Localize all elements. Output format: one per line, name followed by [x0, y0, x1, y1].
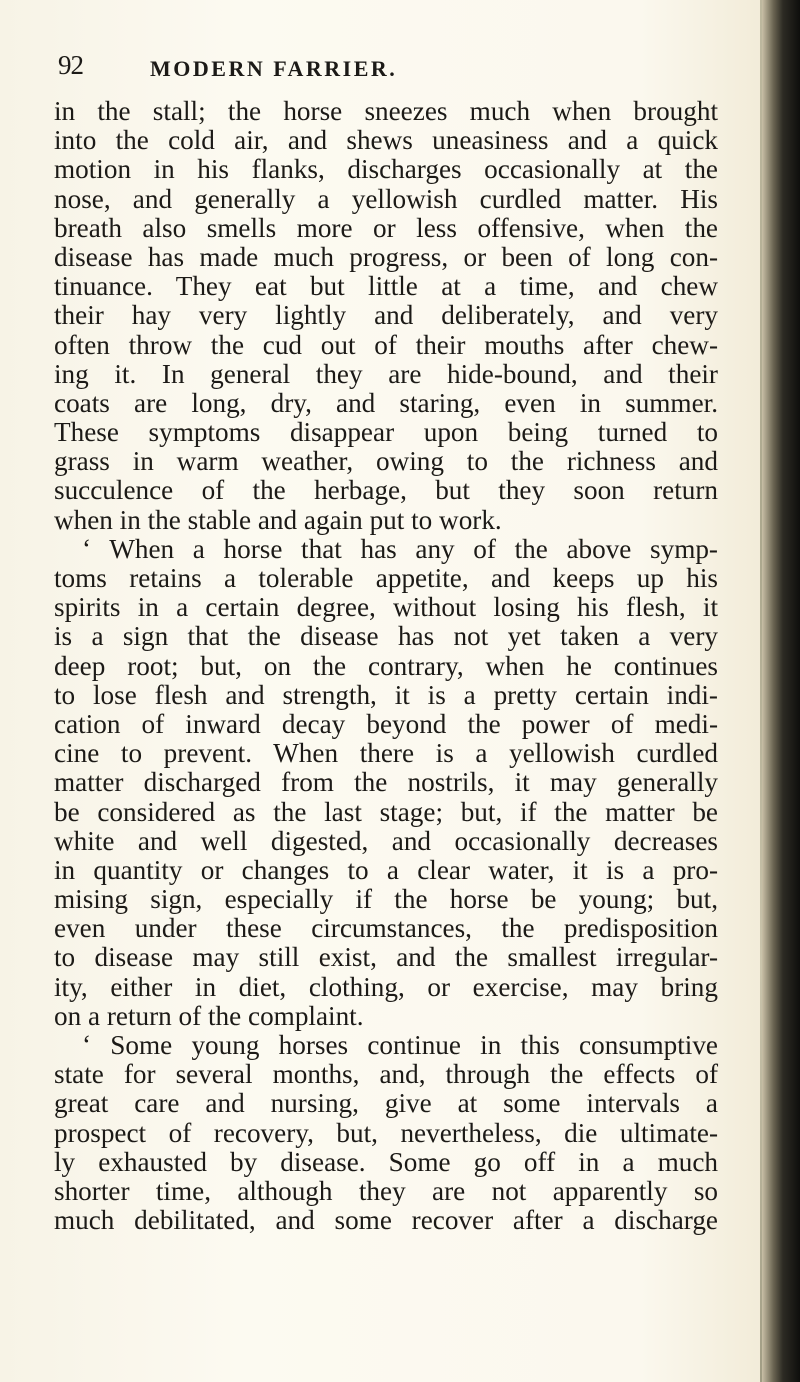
text-line: cation of inward decay beyond the power of medi- — [54, 708, 718, 739]
body-text — [54, 97, 718, 1235]
text-line: in quantity or changes to a clear water, it is a pro- — [54, 854, 718, 885]
paragraph-2 — [54, 535, 718, 1031]
text-line: often throw the cud out of their mouths after chew- — [54, 329, 718, 360]
text-line: ity, either in diet, clothing, or exercise, may bring — [54, 971, 718, 1002]
text-line: ly exhausted by disease. Some go off in a much — [54, 1146, 718, 1177]
text-line: deep root; but, on the contrary, when he continues — [54, 650, 718, 681]
text-line: is a sign that the disease has not yet taken a very — [54, 621, 718, 652]
text-line: cine to prevent. When there is a yellowish curdled — [54, 738, 718, 769]
text-line: nose, and generally a yellowish curdled matter. His — [54, 183, 718, 214]
text-line: into the cold air, and shews uneasiness and a quick — [54, 125, 718, 156]
text-line: ‘ When a horse that has any of the above symp- — [82, 533, 718, 564]
text-line: toms retains a tolerable appetite, and keeps up his — [54, 563, 718, 593]
text-line: motion in his flanks, discharges occasionally at the — [54, 154, 718, 185]
text-line: spirits in a certain degree, without losing his flesh, it — [54, 592, 718, 623]
page-header — [58, 50, 718, 86]
text-line: ing it. In general they are hide-bound, and their — [54, 358, 718, 389]
paragraph-1 — [54, 97, 718, 535]
text-line: These symptoms disappear upon being turned to — [54, 417, 718, 448]
book-spine-shadow — [762, 0, 800, 1382]
text-line: grass in warm weather, owing to the richness and — [54, 446, 718, 477]
text-line: coats are long, dry, and staring, even in summer. — [54, 387, 718, 418]
running-head: MODERN FARRIER. — [150, 56, 398, 81]
text-line: be considered as the last stage; but, if the matter be — [54, 796, 718, 827]
text-line: state for several months, and, through the effects of — [54, 1059, 718, 1090]
text-line: to disease may still exist, and the smallest irregular- — [54, 942, 718, 973]
text-line: when in the stable and again put to work. — [54, 504, 502, 535]
text-line: even under these circumstances, the predisposition — [54, 913, 718, 944]
paragraph-3 — [54, 1031, 718, 1235]
text-line: mising sign, especially if the horse be young; but, — [54, 884, 718, 915]
text-line: disease has made much progress, or been of long con- — [54, 241, 718, 272]
text-line: shorter time, although they are not apparently so — [54, 1175, 718, 1206]
text-line: great care and nursing, give at some intervals a — [54, 1088, 718, 1119]
text-line: ‘ Some young horses continue in this consumptive — [82, 1030, 718, 1060]
text-line: matter discharged from the nostrils, it may generally — [54, 767, 718, 798]
text-line: much debilitated, and some recover after a discharge — [54, 1205, 718, 1236]
text-line: on a return of the complaint. — [54, 1000, 364, 1031]
text-line: tinuance. They eat but little at a time, and chew — [54, 271, 718, 302]
text-line: breath also smells more or less offensive, when the — [54, 212, 718, 243]
text-line: their hay very lightly and deliberately, and very — [54, 300, 718, 331]
page-number: 92 — [58, 50, 83, 80]
text-line: to lose flesh and strength, it is a pretty certain indi- — [54, 679, 718, 710]
text-line: prospect of recovery, but, nevertheless, die ultimate- — [54, 1117, 718, 1148]
text-line: in the stall; the horse sneezes much when brought — [54, 96, 718, 126]
text-line: white and well digested, and occasionally decreases — [54, 825, 718, 856]
text-line: succulence of the herbage, but they soon return — [54, 475, 718, 506]
